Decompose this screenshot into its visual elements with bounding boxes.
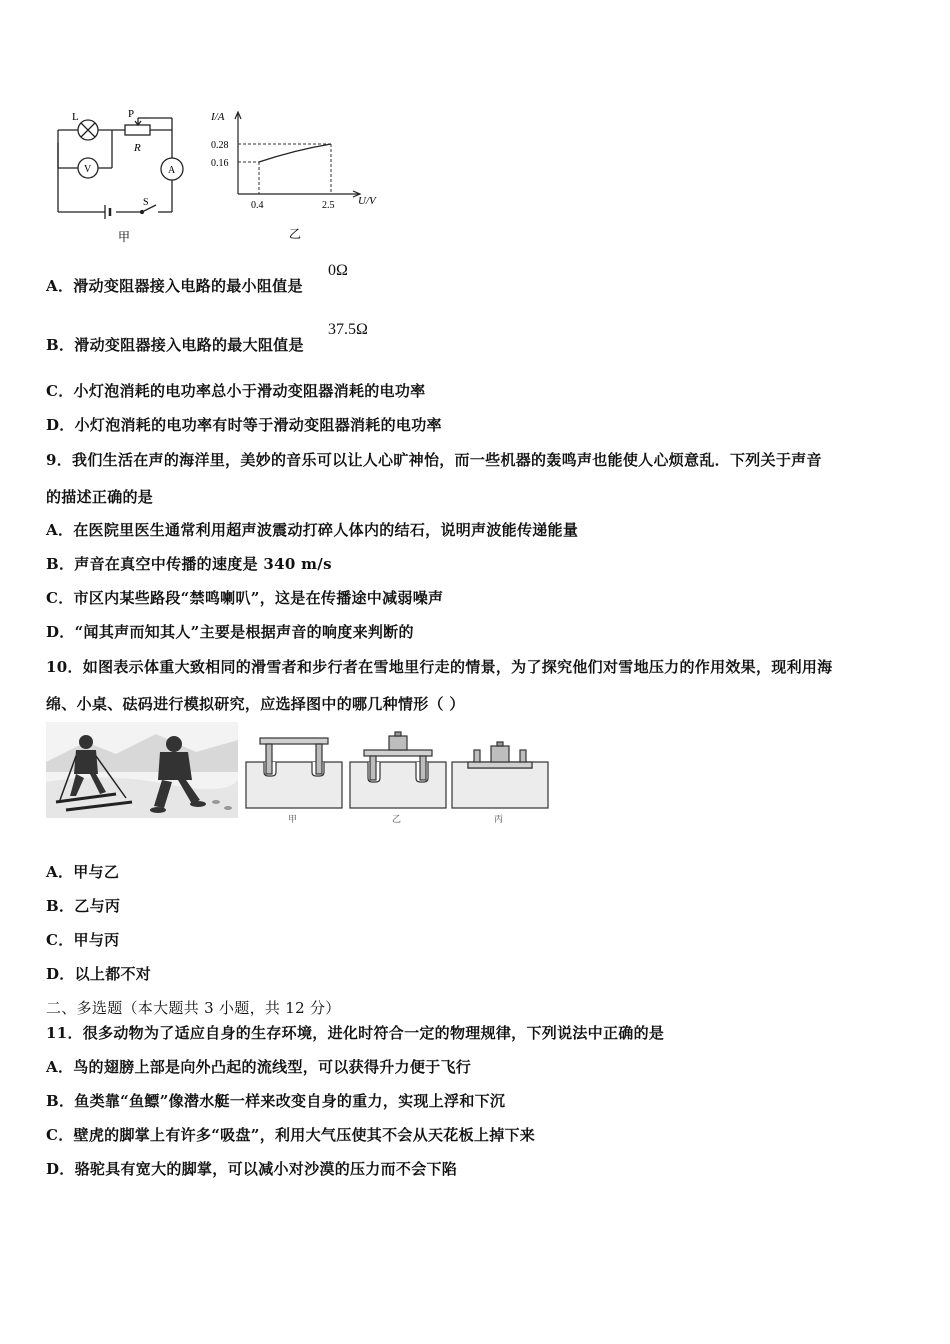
q11-option-c: C．壁虎的脚掌上有许多“吸盘”，利用大气压使其不会从天花板上掉下来	[46, 1126, 536, 1144]
q8-option-b-value: 37.5Ω	[328, 321, 368, 338]
iu-graph	[205, 104, 390, 249]
q8-option-b	[46, 334, 304, 355]
skier-walker-illustration	[46, 722, 238, 818]
circuit-caption: 甲	[118, 230, 131, 244]
q11-stem: 11．很多动物为了适应自身的生存环境，进化时符合一定的物理规律，下列说法中正确的是	[46, 1024, 665, 1042]
caption-jia: 甲	[288, 814, 298, 824]
q9-stem-line1: 9．我们生活在声的海洋里，美妙的音乐可以让人心旷神怡，而一些机器的轰鸣声也能使人心烦意乱．下列关于声音	[46, 451, 822, 469]
q10-option-a: A．甲与乙	[46, 863, 120, 881]
q10-stem-line2: 绵、小桌、砝码进行模拟研究，应选择图中的哪几种情形（ ）	[46, 695, 465, 713]
q8-option-a	[46, 275, 303, 296]
setup-bing	[452, 742, 548, 808]
sponge-experiment-figure	[242, 728, 552, 828]
q9-option-a: A．在医院里医生通常利用超声波震动打碎人体内的结石，说明声波能传递能量	[46, 521, 579, 539]
q11-option-a: A．鸟的翅膀上部是向外凸起的流线型，可以获得升力便于飞行	[46, 1058, 472, 1076]
ammeter-label: A	[168, 165, 176, 176]
x-tick-25: 2.5	[322, 200, 335, 211]
y-axis-label: I/A	[211, 111, 225, 123]
lamp-label: L	[72, 111, 79, 123]
q8-option-d: D．小灯泡消耗的电功率有时等于滑动变阻器消耗的电功率	[46, 416, 442, 434]
resistor-label: R	[134, 142, 141, 154]
switch-label: S	[143, 197, 149, 208]
q10-option-b: B．乙与丙	[46, 897, 121, 915]
circuit-diagram	[50, 108, 200, 248]
q8-option-a-text: A．滑动变阻器接入电路的最小阻值是	[46, 277, 303, 295]
q11-option-b: B．鱼类靠“鱼鳔”像潜水艇一样来改变自身的重力，实现上浮和下沉	[46, 1092, 506, 1110]
q10-option-c: C．甲与丙	[46, 931, 120, 949]
x-tick-04: 0.4	[251, 200, 264, 211]
q9-option-c: C．市区内某些路段“禁鸣喇叭”，这是在传播途中减弱噪声	[46, 589, 444, 607]
q8-option-b-text: B．滑动变阻器接入电路的最大阻值是	[46, 336, 304, 354]
q10-stem-line1: 10．如图表示体重大致相同的滑雪者和步行者在雪地里行走的情景，为了探究他们对雪地压力的作用效果，现利用海	[46, 658, 833, 676]
q8-option-c: C．小灯泡消耗的电功率总小于滑动变阻器消耗的电功率	[46, 382, 426, 400]
q9-option-d: D．“闻其声而知其人”主要是根据声音的响度来判断的	[46, 623, 414, 641]
q9-stem-line2: 的描述正确的是	[46, 488, 154, 506]
graph-caption: 乙	[289, 227, 302, 241]
iu-curve	[259, 144, 331, 162]
q11-option-d: D．骆驼具有宽大的脚掌，可以减小对沙漠的压力而不会下陷	[46, 1160, 458, 1178]
caption-yi: 乙	[392, 814, 402, 824]
voltmeter-label: V	[84, 164, 92, 175]
setup-jia	[246, 738, 342, 808]
x-axis-label: U/V	[358, 195, 376, 207]
y-tick-028: 0.28	[211, 140, 229, 151]
y-tick-016: 0.16	[211, 158, 229, 169]
q8-option-a-value: 0Ω	[328, 262, 348, 279]
q9-option-b: B．声音在真空中传播的速度是 340 m/s	[46, 555, 332, 573]
q10-option-d: D．以上都不对	[46, 965, 152, 983]
setup-yi	[350, 732, 446, 808]
slider-label: P	[128, 108, 135, 120]
caption-bing: 丙	[494, 814, 504, 824]
section-heading-multiple-choice: 二、多选题（本大题共 3 小题，共 12 分）	[46, 999, 341, 1017]
